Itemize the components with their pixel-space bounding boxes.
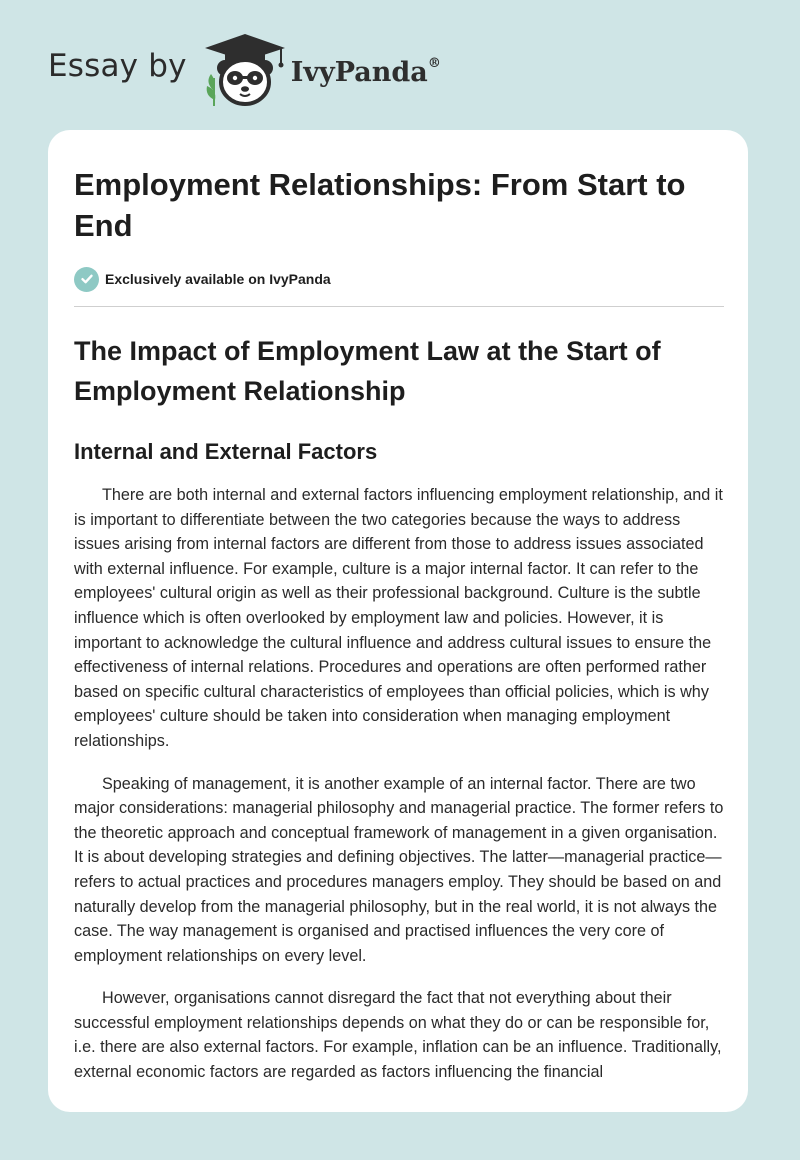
body-paragraph: There are both internal and external factors influencing employment relationship, and it is important to differentiate between the two categories because the ways to address issues arising from internal factors are different from those to address issues associated with external influence. For example, culture is a major internal factor. It can refer to the employees' cultural origin as well as their professional background. Culture is the subtle influence which is often overlooked by employment law and policies. However, it is important to acknowledge the cultural influence and address cultural issues to ensure the effectiveness of internal relations. Procedures and operations are often performed rather based on specific cultural characteristics of employees than official policies, which is why employees' culture should be taken into consideration when managing employment relationships. [74, 486, 723, 750]
body-paragraph: Speaking of management, it is another example of an internal factor. There are two major considerations: managerial philosophy and managerial practice. The former refers to the theoretic approach and conceptual framework of management in a given organisation. It is about developing strategies and defining objectives. The latter—managerial practice—refers to actual practices and procedures managers employ. They should be based on and naturally develop from the managerial philosophy, but in the real world, it is not always the case. The way management is organised and practised influences the very core of employment relationships on every level. [74, 774, 724, 965]
exclusive-badge [74, 266, 724, 292]
site-header [48, 30, 441, 110]
essay-by-label: Essay by [48, 48, 187, 84]
brand-name[interactable]: IvyPanda® [290, 55, 441, 88]
divider [74, 306, 724, 307]
section-heading: The Impact of Employment Law at the Start of Employment Relationship [74, 336, 661, 406]
registered-mark: ® [427, 55, 441, 71]
check-circle-icon [74, 267, 99, 292]
article-card [48, 130, 748, 1112]
article-content [74, 164, 724, 1085]
body-paragraph: However, organisations cannot disregard the fact that not everything about their successful employment relationships depends on what they do or can be responsible for, i.e. there are also external factors. For example, inflation can be an influence. Traditionally, external economic factors are regarded as factors influencing the financial [74, 989, 722, 1082]
article-title: Employment Relationships: From Start to End [74, 167, 686, 243]
panda-graduate-logo-icon[interactable] [201, 30, 289, 110]
subsection-heading: Internal and External Factors [74, 439, 378, 464]
exclusive-badge-label: Exclusively available on IvyPanda [105, 271, 331, 287]
